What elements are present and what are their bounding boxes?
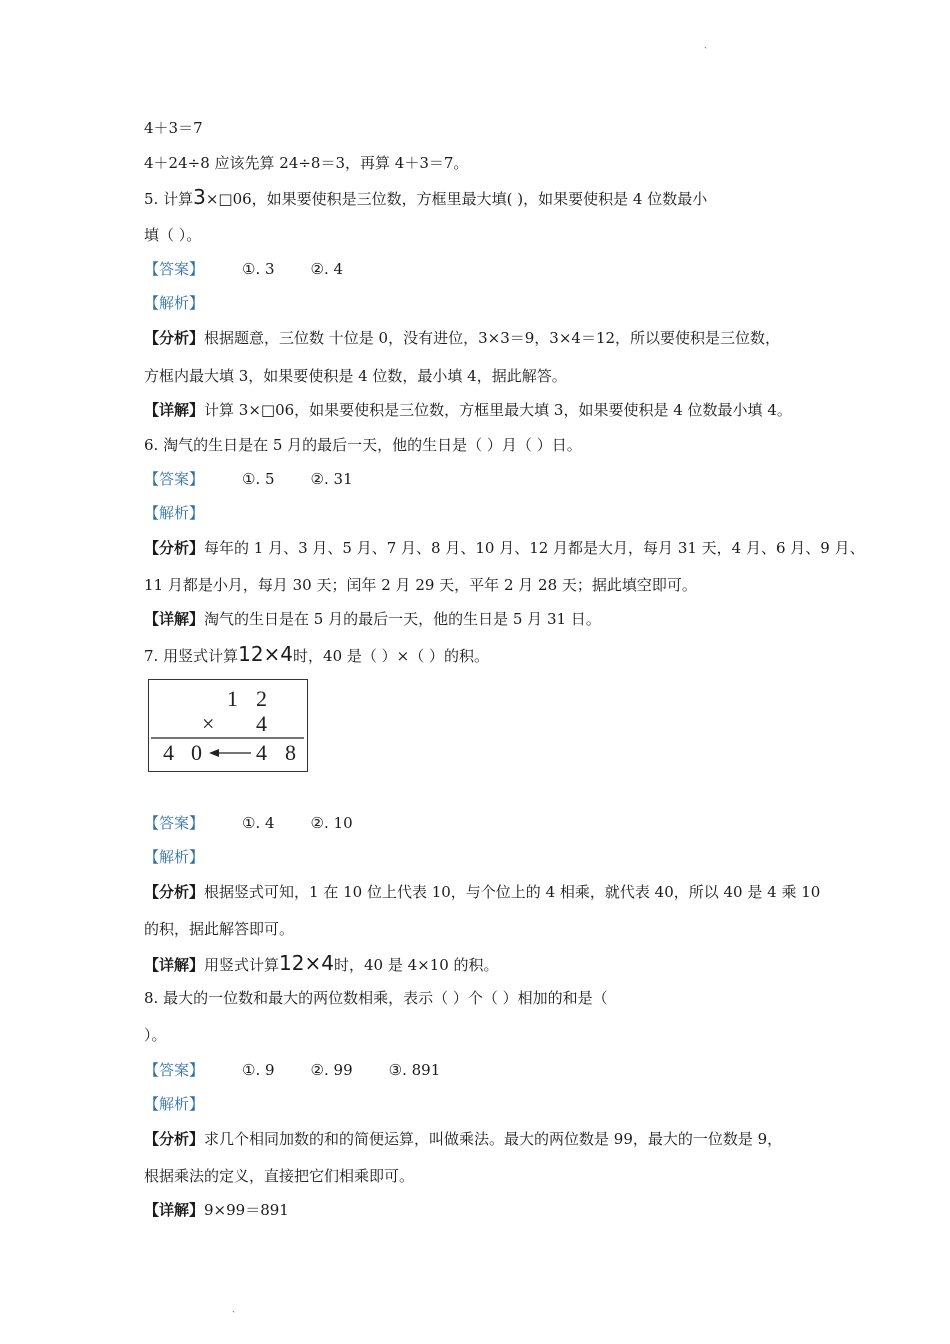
analysis-text: 方框内最大填 3，如果要使积是 4 位数，最小填 4，据此解答。 xyxy=(144,367,567,385)
detail-text: 【详解】淘气的生日是在 5 月的最后一天，他的生日是 5 月 31 日。 xyxy=(144,610,601,628)
text-line: 4＋3＝7 xyxy=(144,119,203,137)
question-5-cont: 填（ ）。 xyxy=(144,226,202,244)
analysis-text: 【分析】每年的 1 月、3 月、5 月、7 月、8 月、10 月、12 月都是大月，每月 31 天，4 月、6 月、9 月、 xyxy=(144,539,865,557)
figure-digit: 2 xyxy=(256,686,267,711)
analysis-text: 11 月都是小月，每月 30 天；闰年 2 月 29 天，平年 2 月 28 天；据此填空即可。 xyxy=(144,576,697,594)
analysis-text: 的积，据此解答即可。 xyxy=(144,920,295,938)
vertical-multiplication-figure xyxy=(148,679,308,772)
question-5: 5. 计算3×□06，如果要使积是三位数，方框里最大填( )，如果要使积是 4 位数最小 xyxy=(144,185,708,209)
analysis-heading: 【解析】 xyxy=(144,294,205,312)
answer-row: 【答案】 ①. 3 ②. 4 xyxy=(144,260,344,278)
figure-digit: 4 xyxy=(256,711,267,736)
analysis-text: 【分析】根据题意，三位数 十位是 0，没有进位，3×3＝9，3×4＝12，所以要使积是三位数， xyxy=(144,329,781,347)
detail-text: 【详解】计算 3×□06，如果要使积是三位数，方框里最大填 3，如果要使积是 4 位数最小填 4。 xyxy=(144,401,792,419)
answer-row: 【答案】 ①. 9 ②. 99 ③. 891 xyxy=(144,1061,441,1079)
detail-text: 【详解】用竖式计算12×4时，40 是 4×10 的积。 xyxy=(144,951,499,975)
text-line: 4＋24÷8 应该先算 24÷8＝3，再算 4＋3＝7。 xyxy=(144,154,469,172)
analysis-text: 【分析】根据竖式可知，1 在 10 位上代表 10，与个位上的 4 相乘，就代表 40，所以 40 是 4 乘 10 xyxy=(144,883,821,901)
analysis-text: 根据乘法的定义，直接把它们相乘即可。 xyxy=(144,1167,415,1185)
answer-row: 【答案】 ①. 5 ②. 31 xyxy=(144,470,353,488)
answer-label: 【答案】 xyxy=(144,470,205,488)
answer-label: 【答案】 xyxy=(144,1061,205,1079)
analysis-text: 【分析】求几个相同加数的和的简便运算，叫做乘法。最大的两位数是 99，最大的一位数是 9， xyxy=(144,1130,783,1148)
figure-digit: 4 xyxy=(163,740,174,765)
figure-arrow-head xyxy=(209,749,219,757)
detail-text: 【详解】9×99＝891 xyxy=(144,1201,289,1219)
figure-digit: 4 xyxy=(256,740,267,765)
question-6: 6. 淘气的生日是在 5 月的最后一天，他的生日是（ ）月（ ）日。 xyxy=(144,436,582,454)
answer-row: 【答案】 ①. 4 ②. 10 xyxy=(144,814,353,832)
question-7: 7. 用竖式计算12×4时，40 是（ ）×（ ）的积。 xyxy=(144,642,489,666)
figure-digit: 8 xyxy=(285,740,296,765)
answer-label: 【答案】 xyxy=(144,260,205,278)
footer-mark: ˎ xyxy=(232,1302,236,1313)
analysis-heading: 【解析】 xyxy=(144,848,205,866)
analysis-heading: 【解析】 xyxy=(144,504,205,522)
question-8-cont: ）。 xyxy=(144,1026,167,1044)
answer-label: 【答案】 xyxy=(144,814,205,832)
question-8: 8. 最大的一位数和最大的两位数相乘，表示（ ）个（ ）相加的和是（ xyxy=(144,989,608,1007)
figure-svg xyxy=(149,680,306,770)
figure-digit: 1 xyxy=(227,686,238,711)
figure-digit: 0 xyxy=(191,740,202,765)
header-mark: ˎ xyxy=(704,38,708,49)
figure-times: × xyxy=(202,711,215,736)
analysis-heading: 【解析】 xyxy=(144,1095,205,1113)
